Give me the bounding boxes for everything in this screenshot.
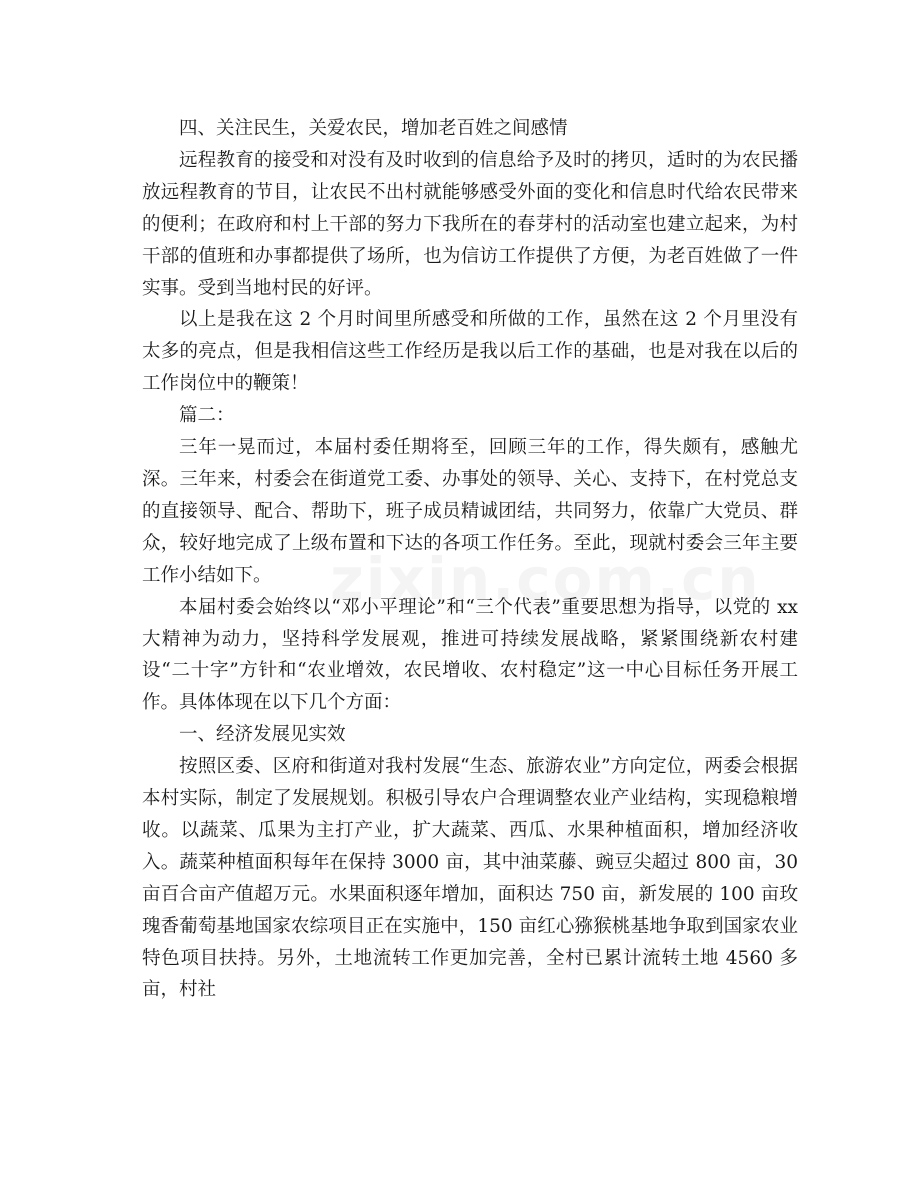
paragraph-three-years: 三年一晃而过，本届村委任期将至，回顾三年的工作，得失颇有，感触尤深。三年来，村委会在街道党工委、办事处的领导、关心、支持下，在村党总支的直接领导、配合、帮助下，班子成员精诚团结，共同努力，依靠广大党员、群众，较好地完成了上级布置和下达的各项工作任务。至此，现就村委会三年主要工作小结如下。 bbox=[142, 437, 798, 586]
paragraph-guiding-ideology: 本届村委会始终以“邓小平理论”和“三个代表”重要思想为指导，以党的 xx 大精神为动力，坚持科学发展观，推进可持续发展战略，紧紧围绕新农村建设“二十字”方针和“农业增效，农民增收、农村稳定”这一中心目标任务开展工作。具体体现在以下几个方面： bbox=[142, 596, 798, 714]
paragraph-summary: 以上是我在这 2 个月时间里所感受和所做的工作，虽然在这 2 个月里没有太多的亮点，但是我相信这些工作经历是我以后工作的基础，也是对我在以后的工作岗位中的鞭策！ bbox=[142, 309, 798, 395]
part-two-heading: 篇二： bbox=[179, 405, 235, 427]
section-heading-one: 一、经济发展见实效 bbox=[179, 724, 346, 746]
paragraph-economic-development: 按照区委、区府和街道对我村发展“生态、旅游农业”方向定位，两委会根据本村实际，制定了发展规划。积极引导农户合理调整农业产业结构，实现稳粮增收。以蔬菜、瓜果为主打产业，扩大蔬菜、西瓜、水果种植面积，增加经济收入。蔬菜种植面积每年在保持 3000 亩，其中油菜藤、豌豆尖超过 800 亩，30 亩百合亩产值超万元。水果面积逐年增加，面积达 750 亩，新发展的 100 亩玫瑰香葡萄基地国家农综项目正在实施中，150 亩红心猕猴桃基地争取到国家农业特色项目扶持。另外，土地流转工作更加完善，全村已累计流转土地 4560 多亩，村社 bbox=[142, 756, 798, 1001]
section-heading-four: 四、关注民生，关爱农民，增加老百姓之间感情 bbox=[179, 118, 568, 139]
document-body bbox=[142, 113, 798, 1006]
paragraph-remote-education: 远程教育的接受和对没有及时收到的信息给予及时的拷贝，适时的为农民播放远程教育的节目，让农民不出村就能够感受外面的变化和信息时代给农民带来的便利；在政府和村上干部的努力下我所在的春芽村的活动室也建立起来，为村干部的值班和办事都提供了场所，也为信访工作提供了方便，为老百姓做了一件实事。受到当地村民的好评。 bbox=[142, 149, 798, 299]
